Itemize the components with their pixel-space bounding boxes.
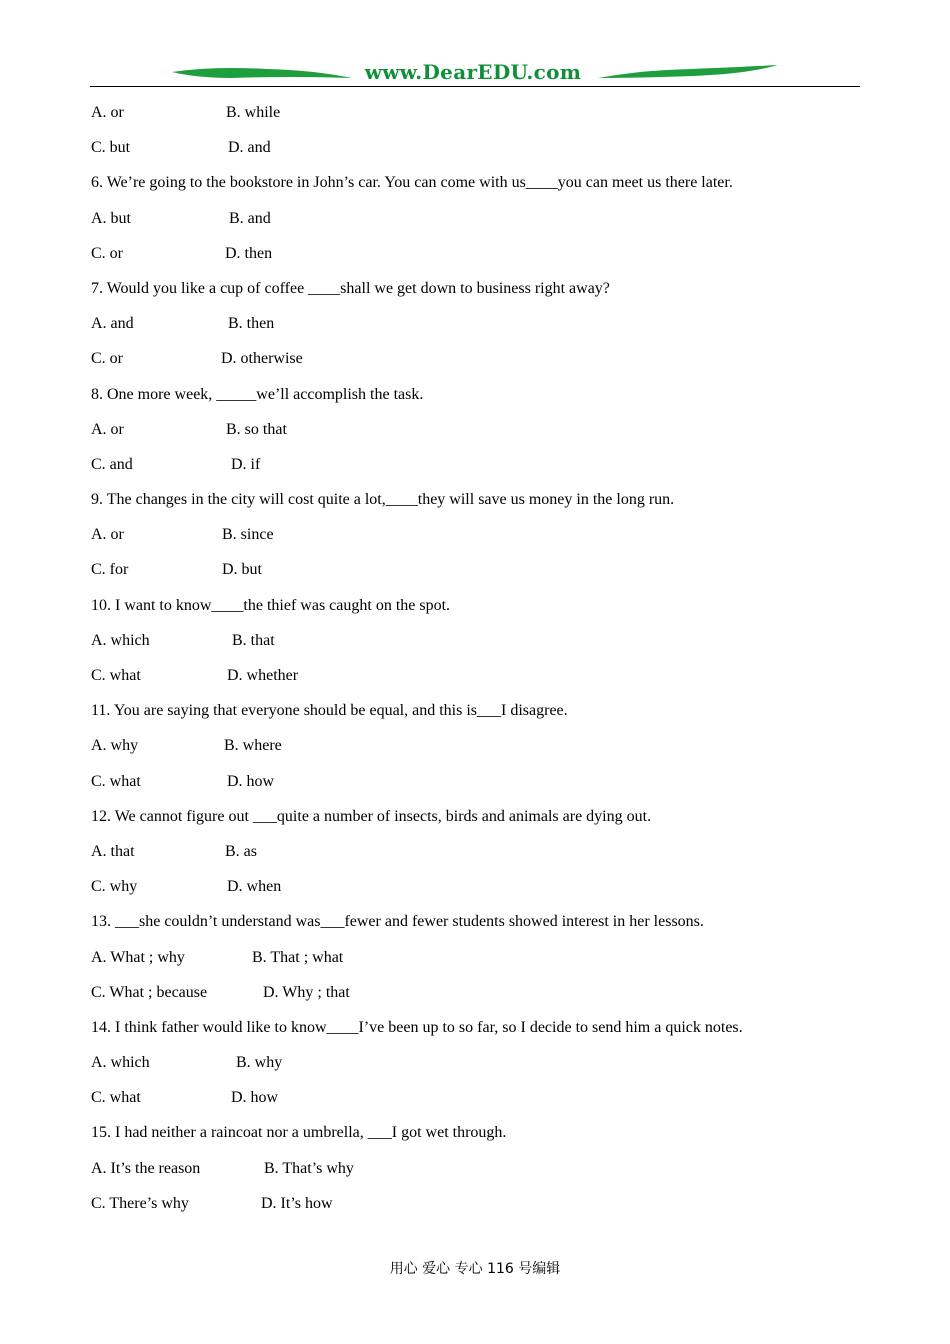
option-right: D. otherwise: [221, 350, 303, 368]
option-row: [91, 770, 871, 805]
option-left: C. what: [91, 1089, 141, 1107]
question-stem: 13. ___she couldn’t understand was___fewer and fewer students showed interest in her lessons.: [91, 913, 704, 931]
option-left: C. or: [91, 244, 123, 262]
header-divider: [90, 86, 860, 87]
option-left: A. which: [91, 1054, 150, 1072]
option-row: [91, 207, 871, 242]
option-left: A. and: [91, 315, 134, 333]
question-stem: 12. We cannot figure out ___quite a number of insects, birds and animals are dying out.: [91, 807, 652, 825]
option-right: B. since: [222, 526, 274, 544]
question-stem: 7. Would you like a cup of coffee ____shall we get down to business right away?: [91, 279, 610, 297]
page-footer: 用心 爱心 专心 116 号编辑: [389, 1261, 561, 1277]
option-left: C. what: [91, 772, 141, 790]
option-right: B. as: [225, 842, 257, 860]
option-row: [91, 946, 871, 981]
option-row: [91, 875, 871, 910]
option-right: D. Why ; that: [263, 983, 350, 1001]
option-right: D. how: [227, 772, 275, 790]
option-left: C. but: [91, 139, 131, 157]
option-right: B. That’s why: [264, 1159, 354, 1177]
option-left: C. what: [91, 667, 141, 684]
option-right: B. and: [229, 209, 271, 227]
option-row: [91, 1086, 871, 1121]
option-left: A. that: [91, 842, 135, 860]
option-row: [91, 629, 871, 664]
option-right: D. It’s how: [261, 1194, 333, 1212]
option-row: [91, 1157, 871, 1192]
option-row: [91, 101, 871, 136]
option-left: A. or: [91, 420, 124, 438]
question-stem: 15. I had neither a raincoat nor a umbrella, ___I got wet through.: [91, 1124, 507, 1142]
option-left: C. What ; because: [91, 983, 208, 1001]
option-row: [91, 981, 871, 1016]
option-left: C. or: [91, 350, 123, 368]
question-stem: 6. We’re going to the bookstore in John’s car. You can come with us____you can meet us there later.: [91, 174, 733, 192]
question-stem: 14. I think father would like to know____I’ve been up to so far, so I decide to send him a quick notes.: [91, 1018, 743, 1036]
option-row: [91, 453, 871, 488]
option-row: [91, 136, 871, 171]
option-right: B. then: [228, 315, 275, 333]
option-right: D. but: [222, 561, 262, 579]
option-left: A. but: [91, 209, 131, 227]
option-right: B. that: [232, 631, 275, 649]
option-row: [91, 840, 871, 875]
logo-right-swoosh: [598, 65, 778, 78]
option-right: D. when: [227, 878, 282, 896]
option-row: [91, 312, 871, 347]
option-right: D. and: [228, 139, 271, 157]
option-row: [91, 523, 871, 558]
option-left: A. What ; why: [91, 948, 185, 966]
option-left: A. which: [91, 631, 150, 649]
question-stem: 10. I want to know____the thief was caught on the spot.: [91, 596, 451, 614]
option-left: A. It’s the reason: [91, 1159, 201, 1177]
option-row: [91, 347, 871, 382]
option-right: D. if: [231, 455, 261, 473]
page-header: [90, 60, 860, 90]
option-right: D. how: [231, 1089, 279, 1107]
question-stem: 8. One more week, _____we’ll accomplish the task.: [91, 385, 424, 403]
option-right: B. while: [226, 104, 281, 121]
option-left: A. or: [91, 104, 124, 121]
option-left: A. why: [91, 737, 139, 755]
option-right: B. where: [224, 737, 282, 755]
option-left: C. for: [91, 561, 129, 579]
question-stem: 9. The changes in the city will cost quite a lot,____they will save us money in the long run.: [91, 491, 675, 509]
option-left: A. or: [91, 526, 124, 544]
option-right: B. so that: [226, 420, 287, 438]
logo-text[interactable]: www.DearEDU.com: [364, 60, 582, 84]
option-right: D. whether: [227, 667, 299, 684]
option-row: [91, 664, 871, 699]
option-row: [91, 734, 871, 769]
option-left: C. There’s why: [91, 1194, 189, 1212]
logo-left-swoosh: [172, 68, 352, 78]
option-right: B. That ; what: [252, 948, 344, 966]
option-row: [91, 242, 871, 277]
option-row: [91, 1051, 871, 1086]
question-stem: 11. You are saying that everyone should be equal, and this is___I disagree.: [91, 702, 568, 720]
question-list: [91, 101, 871, 1227]
option-row: [91, 558, 871, 593]
option-right: D. then: [225, 244, 273, 262]
option-left: C. and: [91, 455, 133, 473]
option-row: [91, 1192, 871, 1227]
option-right: B. why: [236, 1054, 283, 1072]
option-left: C. why: [91, 878, 138, 896]
option-row: [91, 418, 871, 453]
